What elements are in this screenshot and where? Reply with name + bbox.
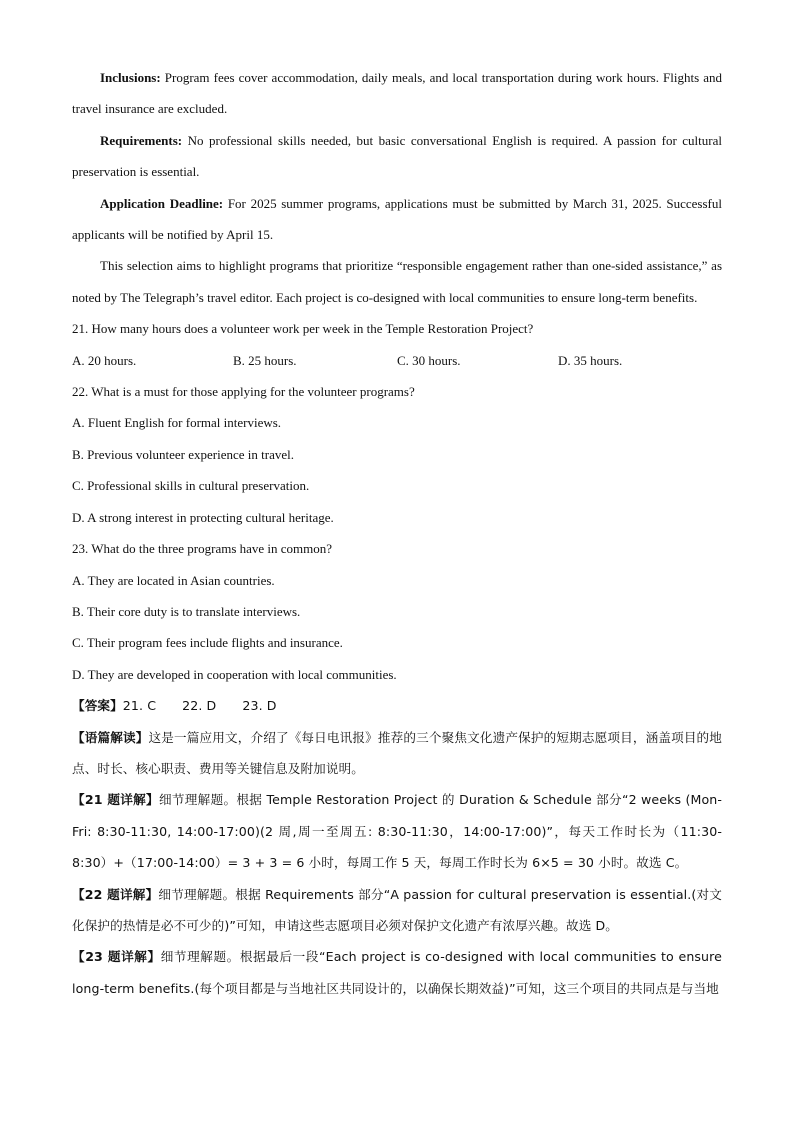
answer-21: 21. C (122, 698, 157, 714)
option-d: D. A strong interest in protecting cultural heritage. (72, 509, 334, 525)
analysis-text: 细节理解题。根据最后一段“Each project is co-designed with local communities to ensure long-term benefits.(每个项目都是与当地社区共同设计的，以确保长期效益)”可知，这三个项目的共同点是与当地 (72, 949, 722, 996)
passage-deadline (72, 188, 722, 251)
option-c: C. 30 hours. (397, 352, 461, 368)
question-22-stem: 22. What is a must for those applying for the volunteer programs? (72, 384, 415, 400)
document-page (72, 62, 722, 1004)
option-b: B. Their core duty is to translate interviews. (72, 603, 301, 619)
answer-key (72, 690, 722, 721)
analysis-label: 【23 题详解】 (72, 949, 161, 965)
passage-requirements (72, 125, 722, 188)
passage-summary (72, 250, 722, 313)
requirements-text: No professional skills needed, but basic conversational English is required. A passion for cultural preservation is essential. (72, 132, 722, 180)
analysis-text: 这是一篇应用文，介绍了《每日电讯报》推荐的三个聚焦文化遗产保护的短期志愿项目，涵盖项目的地点、时长、核心职责、费用等关键信息及附加说明。 (72, 729, 722, 776)
summary-text: This selection aims to highlight programs that prioritize “responsible engagement rather than one-sided assistance,” as noted by The Telegraph’s travel editor. Each project is co-designed with local communities to ensure long-term benefits. (72, 258, 722, 305)
option-d: D. 35 hours. (558, 352, 623, 368)
requirements-label: Requirements: (100, 132, 183, 148)
option-a: A. Fluent English for formal interviews. (72, 415, 282, 431)
analysis-text: 细节理解题。根据 Requirements 部分“A passion for cultural preservation is essential.(对文化保护的热情是必不可少的)”可知，申请这些志愿项目必须对保护文化遗产有浓厚兴趣。故选 D。 (72, 886, 722, 933)
option-b: B. Previous volunteer experience in travel. (72, 446, 295, 462)
analysis-discourse (72, 722, 722, 785)
analysis-text: 细节理解题。根据 Temple Restoration Project 的 Duration & Schedule 部分“2 weeks (Mon-Fri: 8:30-11:30, 14:00-17:00)(2 周,周一至周五: 8:30-11:30，14:00-17:00)”，每天工作时长为（11:30-8:30）+（17:00-14:00）= 3 + 3 = 6 小时，每周工作 5 天，每周工作时长为 6×5 = 30 小时。故选 C。 (72, 792, 722, 871)
analysis-label: 【22 题详解】 (72, 886, 159, 902)
question-21-stem: 21. How many hours does a volunteer work per week in the Temple Restoration Project? (72, 321, 534, 337)
deadline-text: For 2025 summer programs, applications must be submitted by March 31, 2025. Successful applicants will be notified by April 15. (72, 195, 722, 243)
answer-23: 23. D (242, 698, 277, 714)
answer-label: 【答案】 (72, 698, 123, 714)
option-a: A. They are located in Asian countries. (72, 572, 275, 588)
analysis-label: 【语篇解读】 (72, 729, 149, 745)
option-c: C. Their program fees include flights and insurance. (72, 635, 343, 651)
analysis-q22 (72, 879, 722, 942)
answer-22: 22. D (182, 698, 217, 714)
question-23-stem: 23. What do the three programs have in common? (72, 541, 333, 557)
inclusions-text: Program fees cover accommodation, daily meals, and local transportation during work hours. Flights and travel insurance are excluded. (72, 70, 722, 117)
passage-inclusions (72, 62, 722, 125)
option-b: B. 25 hours. (233, 352, 297, 368)
option-d: D. They are developed in cooperation with local communities. (72, 666, 397, 682)
question-21-options (72, 345, 722, 376)
option-c: C. Professional skills in cultural preservation. (72, 478, 310, 494)
deadline-label: Application Deadline: (100, 195, 224, 211)
analysis-q23 (72, 941, 722, 1004)
analysis-q21 (72, 784, 722, 878)
inclusions-label: Inclusions: (100, 70, 161, 85)
analysis-label: 【21 题详解】 (72, 792, 159, 808)
option-a: A. 20 hours. (72, 352, 137, 368)
